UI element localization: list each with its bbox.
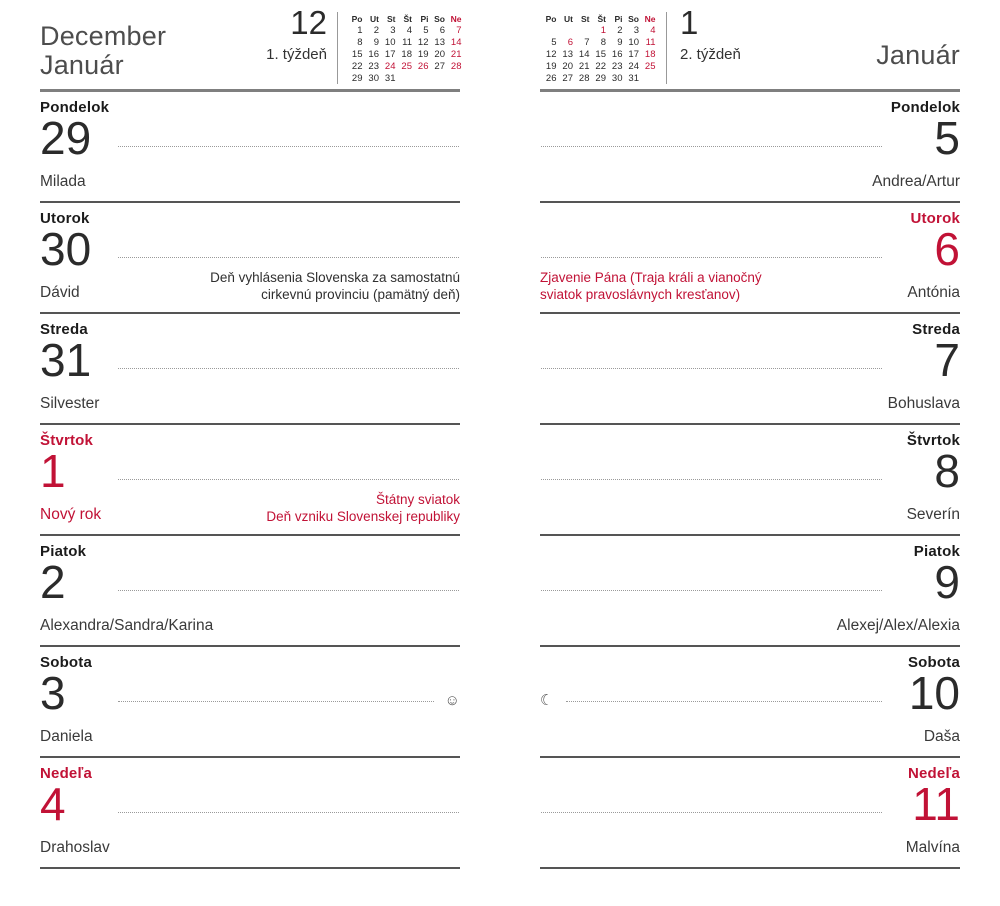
month-number: 1 <box>680 4 699 41</box>
mini-cal-day: 26 <box>417 61 429 72</box>
name-day-label: Milada <box>40 173 86 190</box>
mini-cal-day-header: Pi <box>420 14 429 24</box>
mini-cal-day: 18 <box>401 49 412 60</box>
day-number: 5 <box>934 112 960 164</box>
name-day-label: Bohuslava <box>887 395 960 412</box>
note-ruled-line <box>541 368 882 369</box>
mini-cal-day: 24 <box>628 61 639 72</box>
mini-cal-day: 8 <box>357 37 363 48</box>
weekday-label: Streda <box>912 321 960 338</box>
name-day-label: Silvester <box>40 395 100 412</box>
note-ruled-line <box>118 812 459 813</box>
holiday-note <box>210 269 460 303</box>
note-ruled-line <box>566 701 882 702</box>
mini-cal-day: 16 <box>368 49 379 60</box>
mini-cal-day: 9 <box>373 37 379 48</box>
full-moon-icon: ☺ <box>444 692 460 709</box>
holiday-name-label: Nový rok <box>40 506 102 523</box>
mini-cal-day: 21 <box>450 49 462 60</box>
weekday-label: Sobota <box>40 654 93 671</box>
mini-cal-day: 1 <box>600 25 606 36</box>
mini-cal-day: 15 <box>351 49 363 60</box>
left-page <box>40 0 460 906</box>
mini-cal-day-header: Št <box>403 14 412 24</box>
day-number: 2 <box>40 556 66 608</box>
header-divider <box>337 12 338 84</box>
mini-cal-day: 29 <box>351 73 363 84</box>
mini-cal-day: 28 <box>578 73 590 84</box>
right-page-header <box>540 0 960 92</box>
mini-cal-day: 8 <box>600 37 606 48</box>
right-month-title: Január <box>876 40 960 70</box>
mini-cal-day: 22 <box>595 61 606 72</box>
weekday-label: Piatok <box>40 543 87 560</box>
note-ruled-line <box>118 590 459 591</box>
note-ruled-line <box>541 812 882 813</box>
week-label: 2. týždeň <box>680 45 741 63</box>
mini-cal-day-header: Ut <box>564 14 573 24</box>
mini-cal-day <box>540 25 557 37</box>
day-row-monday <box>40 92 460 203</box>
mini-cal-day-header: Pi <box>614 14 623 24</box>
weekday-label: Sobota <box>907 654 960 671</box>
mini-cal-day: 19 <box>417 49 429 60</box>
weekday-label: Štvrtok <box>40 432 94 449</box>
day-number: 7 <box>934 334 960 386</box>
mini-calendar-january <box>540 13 656 85</box>
note-ruled-line <box>541 479 882 480</box>
mini-cal-day: 14 <box>578 49 590 60</box>
mini-cal-day: 3 <box>390 25 396 36</box>
day-number: 30 <box>40 223 92 275</box>
mini-cal-day: 24 <box>384 61 396 72</box>
week-label: 1. týždeň <box>266 45 327 63</box>
right-page <box>540 0 960 906</box>
note-ruled-line <box>118 701 434 702</box>
mini-cal-day: 10 <box>384 37 396 48</box>
name-day-label: Dávid <box>40 284 80 301</box>
holiday-note-line: Deň vyhlásenia Slovenska za samostatnú <box>210 270 460 285</box>
mini-cal-day: 17 <box>628 49 639 60</box>
mini-cal-day: 13 <box>434 37 445 48</box>
mini-cal-day: 6 <box>567 37 573 48</box>
mini-cal-day <box>412 73 429 85</box>
note-ruled-line <box>118 257 459 258</box>
mini-cal-day: 20 <box>562 61 573 72</box>
mini-cal-day-header: St <box>387 14 396 24</box>
mini-cal-day-header: Št <box>597 14 606 24</box>
mini-cal-day: 11 <box>402 37 412 48</box>
day-number: 10 <box>908 667 960 719</box>
mini-cal-day: 4 <box>406 25 412 36</box>
mini-cal-day-header: St <box>581 14 590 24</box>
mini-cal-day <box>445 73 462 85</box>
mini-cal-day: 29 <box>595 73 606 84</box>
left-page-header <box>40 0 460 92</box>
holiday-note-line: sviatok pravoslávnych kresťanov) <box>540 287 741 302</box>
holiday-note <box>266 491 460 525</box>
weekday-label: Utorok <box>40 210 90 227</box>
name-day-label: Severín <box>906 506 960 523</box>
mini-cal-day: 7 <box>584 37 590 48</box>
name-day-label: Daša <box>923 728 960 745</box>
name-day-label: Antónia <box>907 284 960 301</box>
mini-cal-day <box>639 73 656 85</box>
mini-cal-day: 2 <box>373 25 379 36</box>
mini-cal-day <box>573 25 590 37</box>
mini-cal-day: 25 <box>401 61 412 72</box>
day-row-saturday <box>540 647 960 758</box>
mini-cal-day: 31 <box>384 73 396 84</box>
mini-cal-day: 28 <box>450 61 462 72</box>
mini-cal-day: 16 <box>611 49 623 60</box>
mini-cal-day-header: Ne <box>644 14 656 24</box>
mini-cal-day <box>396 73 413 85</box>
header-divider <box>666 12 667 84</box>
weekday-label: Nedeľa <box>907 765 960 782</box>
day-number: 11 <box>912 778 960 830</box>
mini-cal-day: 14 <box>450 37 462 48</box>
mini-cal-day: 21 <box>578 61 590 72</box>
mini-cal-day: 19 <box>545 61 557 72</box>
last-quarter-moon-icon: ☾ <box>540 692 554 709</box>
name-day-label: Malvína <box>905 839 960 856</box>
weekday-label: Utorok <box>910 210 960 227</box>
mini-cal-day: 12 <box>417 37 429 48</box>
day-number: 3 <box>40 667 66 719</box>
mini-cal-day: 10 <box>628 37 639 48</box>
mini-cal-day-header: So <box>628 14 639 24</box>
name-day-label: Drahoslav <box>40 839 110 856</box>
day-row-friday <box>40 536 460 647</box>
day-number: 6 <box>934 223 960 275</box>
left-week-block <box>40 6 327 63</box>
note-ruled-line <box>118 146 459 147</box>
day-row-friday <box>540 536 960 647</box>
weekday-label: Štvrtok <box>906 432 960 449</box>
day-row-wednesday <box>40 314 460 425</box>
mini-cal-day: 11 <box>645 37 656 48</box>
mini-cal-day: 1 <box>357 25 363 36</box>
mini-cal-day: 5 <box>551 37 557 48</box>
weekday-label: Piatok <box>913 543 960 560</box>
note-ruled-line <box>118 479 459 480</box>
mini-cal-day-header: Ut <box>370 14 379 24</box>
mini-cal-day: 18 <box>644 49 656 60</box>
day-row-sunday <box>40 758 460 869</box>
day-row-thursday-holiday <box>40 425 460 536</box>
holiday-note-line: Deň vzniku Slovenskej republiky <box>266 509 460 524</box>
month-name-december: December <box>40 21 167 51</box>
day-row-tuesday <box>40 203 460 314</box>
mini-cal-day: 5 <box>423 25 429 36</box>
holiday-note-line: Zjavenie Pána (Traja králi a vianočný <box>540 270 762 285</box>
mini-cal-day <box>429 73 446 85</box>
day-number: 1 <box>40 445 66 497</box>
month-name-januar: Január <box>40 50 124 80</box>
mini-cal-day-header: Po <box>351 14 363 24</box>
mini-cal-day <box>557 25 574 37</box>
day-row-wednesday <box>540 314 960 425</box>
weekday-label: Pondelok <box>40 99 110 116</box>
weekday-label: Nedeľa <box>40 765 93 782</box>
mini-cal-day: 23 <box>368 61 379 72</box>
day-number: 9 <box>934 556 960 608</box>
mini-cal-day: 30 <box>611 73 623 84</box>
mini-cal-day-header: So <box>434 14 445 24</box>
mini-cal-day: 27 <box>434 61 445 72</box>
mini-cal-day-header: Ne <box>450 14 462 24</box>
holiday-note-line: cirkevnú provinciu (pamätný deň) <box>261 287 460 302</box>
mini-cal-day: 6 <box>439 25 445 36</box>
mini-cal-day: 15 <box>595 49 606 60</box>
mini-cal-day: 30 <box>368 73 379 84</box>
note-ruled-line <box>541 146 882 147</box>
mini-cal-day: 20 <box>434 49 445 60</box>
name-day-label: Daniela <box>40 728 93 745</box>
name-day-label: Andrea/Artur <box>872 173 960 190</box>
mini-cal-day: 3 <box>633 25 639 36</box>
mini-cal-day: 12 <box>545 49 557 60</box>
weekday-label: Pondelok <box>890 99 960 116</box>
holiday-note-line: Štátny sviatok <box>375 492 460 507</box>
mini-cal-day: 31 <box>628 73 639 84</box>
mini-calendar-december <box>346 13 462 85</box>
name-day-label: Alexej/Alex/Alexia <box>836 617 960 634</box>
day-row-sunday <box>540 758 960 869</box>
mini-cal-day: 17 <box>384 49 396 60</box>
note-ruled-line <box>541 257 882 258</box>
mini-cal-day: 23 <box>611 61 623 72</box>
day-row-tuesday-holiday <box>540 203 960 314</box>
day-row-monday <box>540 92 960 203</box>
holiday-note <box>540 269 762 303</box>
mini-cal-day: 26 <box>545 73 557 84</box>
month-number: 12 <box>290 4 327 41</box>
mini-cal-day: 22 <box>351 61 363 72</box>
right-week-block <box>680 6 741 63</box>
mini-cal-day: 13 <box>562 49 573 60</box>
day-number: 29 <box>40 112 92 164</box>
mini-cal-day: 25 <box>644 61 656 72</box>
mini-cal-day: 9 <box>617 37 623 48</box>
day-number: 31 <box>40 334 92 386</box>
name-day-label: Alexandra/Sandra/Karina <box>40 617 214 634</box>
mini-cal-day: 2 <box>617 25 623 36</box>
note-ruled-line <box>541 590 882 591</box>
weekday-label: Streda <box>40 321 88 338</box>
note-ruled-line <box>118 368 459 369</box>
day-number: 4 <box>40 778 66 830</box>
day-row-thursday <box>540 425 960 536</box>
mini-cal-day: 27 <box>562 73 573 84</box>
mini-cal-day: 4 <box>650 25 656 36</box>
mini-cal-day: 7 <box>456 25 462 36</box>
day-number: 8 <box>934 445 960 497</box>
mini-cal-day-header: Po <box>545 14 557 24</box>
day-row-saturday <box>40 647 460 758</box>
